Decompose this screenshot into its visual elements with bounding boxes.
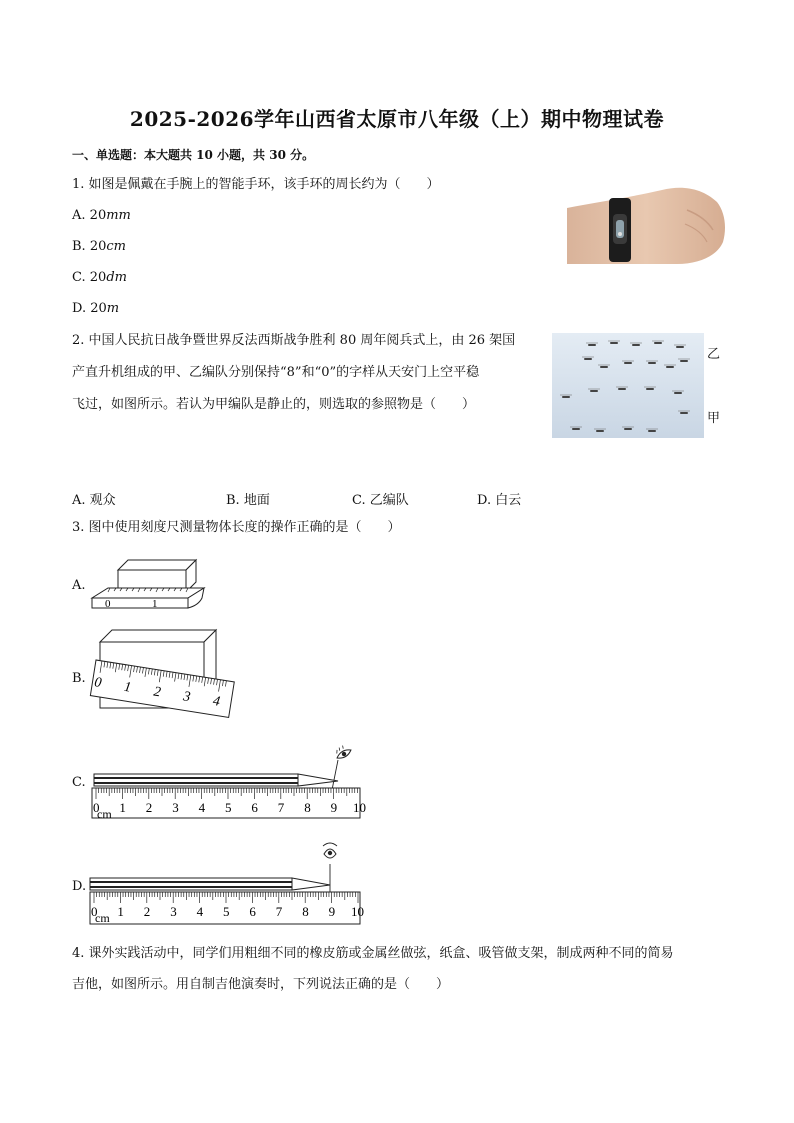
ruler-tick-label: 1 [119,800,126,815]
q1-option-b: B. 20cm [72,239,126,254]
question-3-stem: 3. 图中使用刻度尺测量物体长度的操作正确的是（ ） [72,520,401,535]
question-2-stem-line-3: 飞过，如图所示。若认为甲编队是静止的，则选取的参照物是（ ） [72,397,476,412]
ruler-b-tick-0: 0 [93,675,103,692]
q3-diagram-b [88,626,240,722]
ruler-b-tick-3: 3 [182,689,192,706]
ruler-tick-label: 1 [117,904,124,919]
ruler-tick-label: 10 [353,800,366,815]
ruler-b-tick-2: 2 [152,684,162,701]
page-title: 2025-2026学年山西省太原市八年级（上）期中物理试卷 [129,107,665,131]
q3-label-a: A. [72,578,86,593]
ruler-unit-label: cm [97,807,112,821]
q3-diagram-d [86,842,364,928]
q1-option-d: D. 20m [72,301,120,316]
q2-option-d: D. 白云 [477,493,522,508]
ruler-tick-label: 8 [304,800,311,815]
ruler-tick-label: 2 [143,904,151,919]
label-formation-jia: 甲 [707,411,721,426]
ruler-tick-label: 5 [225,800,232,815]
q3-label-b: B. [72,671,86,686]
ruler-tick-label: 8 [302,904,309,919]
ruler-a-tick-0: 0 [105,598,111,610]
q3-label-c: C. [72,775,86,790]
q2-option-c: C. 乙编队 [352,493,409,508]
ruler-tick-label: 6 [251,800,258,815]
question-2-stem-line-2: 产直升机组成的甲、乙编队分别保持“8”和“0”的字样从天安门上空平稳 [72,365,480,380]
ruler-tick-label: 9 [330,800,338,815]
ruler-tick-label: 3 [170,904,177,919]
ruler-tick-label: 7 [277,800,285,815]
ruler-tick-label: 10 [351,904,364,919]
ruler-tick-label: 7 [275,904,283,919]
ruler-tick-label: 9 [328,904,336,919]
question-1-stem: 1. 如图是佩戴在手腕上的智能手环，该手环的周长约为（ ） [72,177,440,192]
ruler-tick-label: 3 [172,800,179,815]
smart-band-wrist-image [567,180,727,266]
q1-option-a: A. 20mm [72,208,131,223]
ruler-unit-label: cm [95,911,110,925]
ruler-tick-label: 0 [93,800,100,815]
question-4-stem-line-1: 4. 课外实践活动中，同学们用粗细不同的橡皮筋或金属丝做弦，纸盒、吸管做支架，制成两种不同的简易 [72,946,674,961]
ruler-tick-label: 0 [91,904,98,919]
section-heading: 一、单选题：本大题共 10 小题，共 30 分。 [72,148,315,162]
q3-label-d: D. [72,879,87,894]
q3-diagram-a [88,552,208,614]
question-4-stem-line-2: 吉他，如图所示。用自制吉他演奏时，下列说法正确的是（ ） [72,977,450,992]
ruler-b-tick-1: 1 [122,679,133,696]
ruler-tick-label: 6 [249,904,256,919]
ruler-tick-label: 5 [223,904,230,919]
ruler-b-tick-4: 4 [211,693,222,710]
ruler-tick-label: 2 [145,800,153,815]
label-formation-yi: 乙 [707,347,721,362]
q3-diagram-c [88,742,364,822]
q2-option-a: A. 观众 [72,493,116,508]
ruler-tick-label: 4 [196,904,204,919]
helicopter-formation-image [552,333,704,438]
q2-option-b: B. 地面 [226,493,270,508]
q1-option-c: C. 20dm [72,270,127,285]
ruler-a-tick-1: 1 [152,598,158,610]
question-2-stem-line-1: 2. 中国人民抗日战争暨世界反法西斯战争胜利 80 周年阅兵式上，由 26 架国 [72,333,516,348]
ruler-tick-label: 4 [198,800,206,815]
